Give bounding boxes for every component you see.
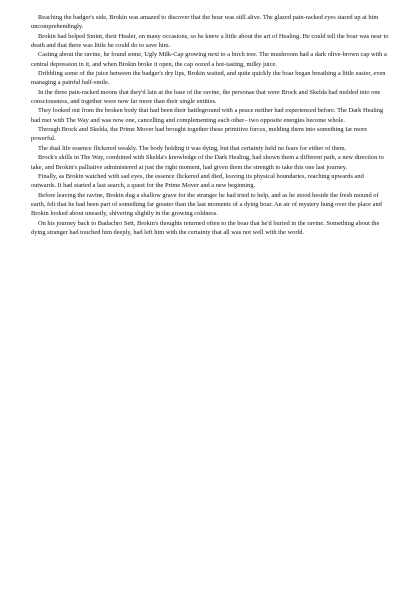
paragraph: In the three pain-racked moons that they'd lain at the base of the ravine, the personae that were Brock and Skelda had melded into one consciousness, and together were now far more than their single entities. <box>31 88 381 106</box>
paragraph: Dribbling some of the juice between the badger's dry lips, Brokin waited, and quite quickly the boar began breathing a little easier, even managing a painful half-smile. <box>31 70 386 87</box>
paragraph: Brokin had helped Smint, their Healer, on many occasions, so he knew a little about the art of Healing. He could tell the boar was near to death and that there was little he could do to save him. <box>31 32 389 50</box>
paragraph: On his journey back to Badachro Sett, Brokin's thoughts returned often to the boar that he'd buried in the ravine. Something about the dying stranger had touched him deeply, had left him with the certainty that all was not well with the world. <box>31 219 380 236</box>
paragraph: Reaching the badger's side, Brokin was amazed to discover that the boar was still alive. The glazed pain-racked eyes stared up at him uncomprehendingly. <box>31 14 379 31</box>
paragraph: Through Brock and Skelda, the Prime Mover had brought together these primitive forces, melding them into something far more powerful. <box>31 126 368 143</box>
paragraph: Finally, as Brokin watched with sad eyes, the essence flickered and died, leaving its physical boundaries, reaching upwards and outwards. It had started a last search, a quest for the Prime Mover and a new beginning. <box>31 172 364 190</box>
paragraph: The dual life essence flickered weakly. The body holding it was dying, but that certainty held no fears for either of them. <box>38 144 347 152</box>
paragraph: Before leaving the ravine, Brokin dug a shallow grave for the stranger he had tried to help, and as he stood beside the fresh mound of earth, felt that he had been part of something far greater than the last moments of a dying boar. An air of mystery hung over the place and Brokin looked about uneasily, shivering slightly in the growing coldness. <box>31 191 382 218</box>
paragraph: Brock's skills in The Way, combined with Skelda's knowledge of the Dark Healing, had shown them a different path, a new direction to take, and Brokin's palliative administered at just the right moment, had given them the strength to take this one last journey. <box>31 154 384 171</box>
paragraph: Casting about the ravine, he found some, Ugly Milk-Cap growing next to a birch tree. The mushroom had a dark olive-brown cap with a central depression in it, and when Brokin broke it open, the cap oozed a hot-tasting, milky juice. <box>31 51 387 68</box>
paragraph: They looked out from the broken body that had been their battleground with a peace neither had experienced before. The Dark Healing had met with The Way and was now one, cancelling and complementing each other– two opposite energies become whole. <box>31 107 384 124</box>
book-page <box>31 13 390 237</box>
